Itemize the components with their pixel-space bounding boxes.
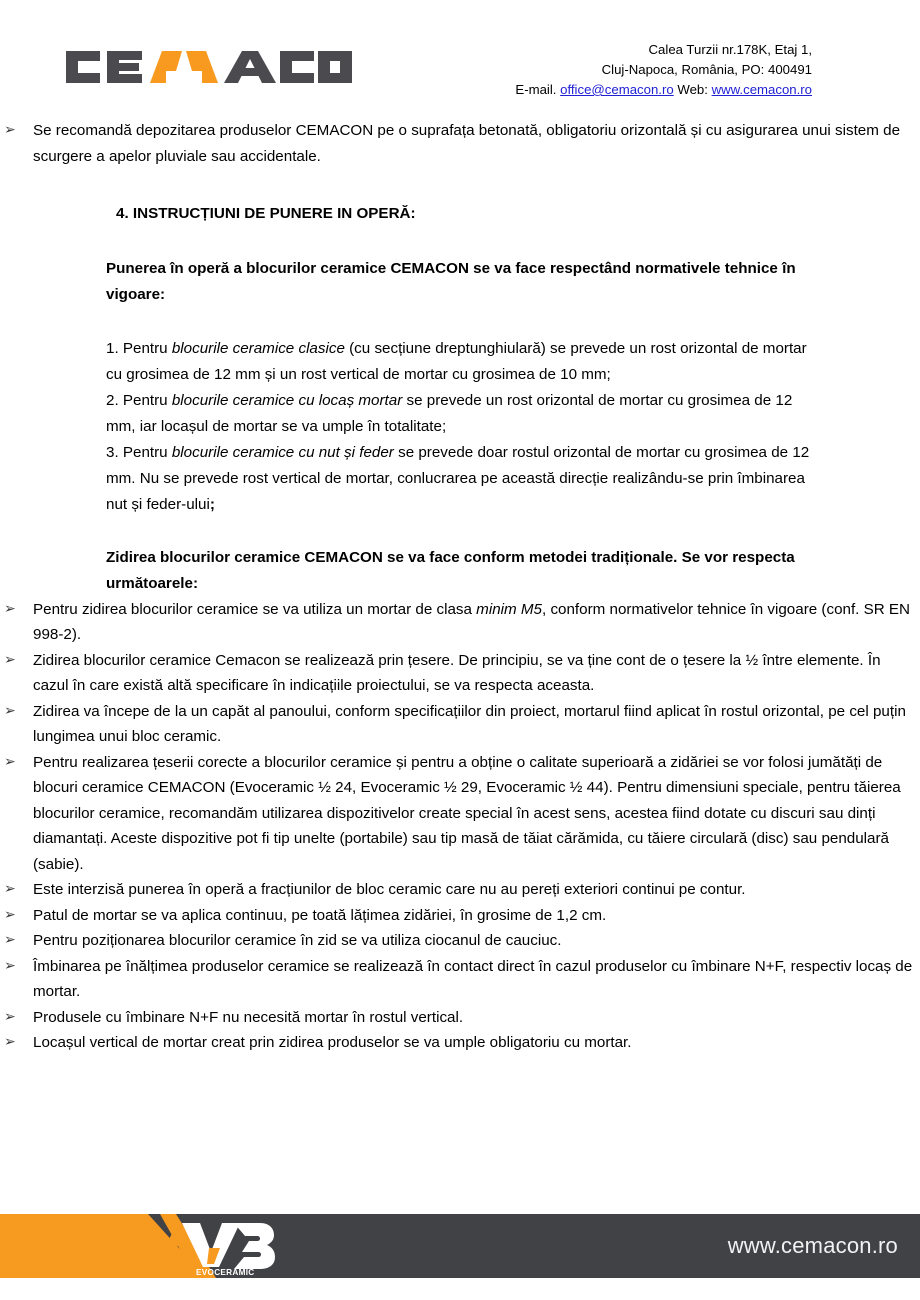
page-footer <box>0 1214 920 1278</box>
website-link[interactable]: www.cemacon.ro <box>711 82 812 97</box>
arrow-bullet-icon: ➢ <box>4 932 16 948</box>
arrow-bullet-icon: ➢ <box>4 753 16 770</box>
list-item <box>0 954 920 1005</box>
list-item-emphasis: minim M5 <box>476 600 542 618</box>
email-link[interactable]: office@cemacon.ro <box>560 82 674 97</box>
list-item-text <box>33 597 920 648</box>
header-contact-block <box>515 40 812 100</box>
list-item <box>0 597 920 648</box>
numbered-item-3-emphasis: blocurile ceramice cu nut și feder <box>171 443 394 461</box>
footer-logo-subtitle: EVOCERAMIC <box>196 1268 255 1277</box>
numbered-item-2 <box>106 388 814 440</box>
list-item <box>0 928 920 954</box>
footer-website-url[interactable]: www.cemacon.ro <box>727 1233 898 1258</box>
arrow-bullet-icon: ➢ <box>4 702 16 719</box>
numbered-item-2-pre: 2. Pentru <box>106 391 172 409</box>
section-heading: 4. INSTRUCȚIUNI DE PUNERE IN OPERĂ: <box>116 205 416 222</box>
list-item <box>0 1030 920 1056</box>
arrow-bullet-icon: ➢ <box>4 957 16 974</box>
storage-recommendation-list <box>0 118 920 169</box>
numbered-item-3 <box>106 440 814 518</box>
section-lead-paragraph: Punerea în operă a blocurilor ceramice CEMACON se va face respectând normativele tehnice în vigoare: <box>106 259 796 303</box>
list-item-text: Produsele cu îmbinare N+F nu necesită mortar în rostul vertical. <box>33 1008 464 1026</box>
numbered-item-1 <box>106 336 814 388</box>
numbered-item-3-end: ; <box>209 495 215 513</box>
numbered-item-3-post: se prevede doar rostul orizontal de mortar cu grosimea de 12 mm. Nu se prevede rost vertical de mortar, conlucrarea pe această direcție realizându-se prin îmbinarea nut și feder-ului <box>106 443 810 513</box>
list-item <box>0 118 920 169</box>
list-item-text: Se recomandă depozitarea produselor CEMACON pe o suprafața betonată, obligatoriu orizontală și cu asigurarea unui sistem de scurgere a apelor pluviale sau accidentale. <box>33 122 901 165</box>
email-label: E-mail. <box>515 82 557 97</box>
web-label: Web: <box>677 82 708 97</box>
list-item-text: Îmbinarea pe înălțimea produselor ceramice se realizează în contact direct în cazul produselor cu îmbinare N+F, respectiv locaș de mortar. <box>33 957 913 1000</box>
numbered-item-3-pre: 3. Pentru <box>106 443 172 461</box>
cemacon-logo <box>66 43 356 91</box>
list-item-text: Este interzisă punerea în operă a fracțiunilor de bloc ceramic care nu au pereți exteriori continui pe contur. <box>33 881 746 898</box>
document-body <box>0 118 920 1056</box>
address-line-1: Calea Turzii nr.178K, Etaj 1, <box>648 42 812 57</box>
numbered-item-2-emphasis: blocurile ceramice cu locaș mortar <box>171 391 403 409</box>
list-item <box>0 877 920 903</box>
list-item-text: Zidirea va începe de la un capăt al panoului, conform specificațiilor din proiect, mortarul fiind aplicat în rostul orizontal, pe cel puțin lungimea unui bloc ceramic. <box>33 702 906 745</box>
numbered-item-1-pre: 1. Pentru <box>106 339 172 357</box>
list-item <box>0 1005 920 1031</box>
list-item <box>0 903 920 929</box>
arrow-bullet-icon: ➢ <box>4 122 16 138</box>
cemacon-logo-svg <box>66 43 356 91</box>
contact-line-3 <box>515 80 812 100</box>
arrow-bullet-icon: ➢ <box>4 1034 16 1050</box>
arrow-bullet-icon: ➢ <box>4 600 16 617</box>
arrow-bullet-icon: ➢ <box>4 881 16 897</box>
list-item-post: , conform normativelor tehnice în vigoare (conf. SR EN 998-2). <box>33 600 911 643</box>
list-item-text: Zidirea blocurilor ceramice Cemacon se realizează prin țesere. De principiu, se va ține cont de o țesere la ½ între elemente. În cazul în care există altă specificare în indicațiile proiectului, se va respecta aceasta. <box>33 651 881 694</box>
list-item-pre: Pentru zidirea blocurilor ceramice se va utiliza un mortar de clasa <box>33 600 477 618</box>
list-item-text: Pentru poziționarea blocurilor ceramice în zid se va utiliza ciocanul de cauciuc. <box>33 932 562 949</box>
list-item <box>0 699 920 750</box>
list-item <box>0 750 920 878</box>
address-line-2: Cluj-Napoca, România, PO: 400491 <box>601 62 812 77</box>
list-item-text: Locașul vertical de mortar creat prin zidirea produselor se va umple obligatoriu cu mortar. <box>33 1034 632 1051</box>
numbered-item-1-emphasis: blocurile ceramice clasice <box>171 339 345 357</box>
numbered-item-2-post: se prevede un rost orizontal de mortar cu grosimea de 12 mm, iar locașul de mortar se va umple în totalitate; <box>106 391 793 435</box>
v3-evoceramic-logo <box>178 1219 278 1277</box>
masonry-lead-paragraph: Zidirea blocurilor ceramice CEMACON se va face conform metodei tradiționale. Se vor respecta următoarele: <box>106 548 795 592</box>
arrow-bullet-icon: ➢ <box>4 1008 16 1025</box>
numbered-item-1-post: (cu secțiune dreptunghiulară) se prevede un rost orizontal de mortar cu grosimea de 12 mm și un rost vertical de mortar cu grosimea de 10 mm; <box>106 339 807 383</box>
arrow-bullet-icon: ➢ <box>4 651 16 668</box>
list-item-text: Pentru realizarea țeserii corecte a blocurilor ceramice și pentru a obține o calitate superioară a zidăriei se vor folosi jumătăți de blocuri ceramice CEMACON (Evoceramic ½ 24, Evoceramic ½ 29, Evoceramic ½ 44). Pentru dimensiuni speciale, pentru tăierea blocurilor ceramice, recomandăm utilizarea dispozitivelor create special în acest sens, acestea fiind dotate cu discuri sau dinți diamantați. Aceste dispozitive pot fi tip unelte (portabile) sau tip masă de tăiat cărămida, cu tăiere circulară (disc) sau pendulară (sabie). <box>33 753 901 873</box>
page-header <box>0 0 920 118</box>
arrow-bullet-icon: ➢ <box>4 906 16 923</box>
masonry-instructions-list <box>0 597 920 1056</box>
list-item-text: Patul de mortar se va aplica continuu, pe toată lățimea zidăriei, în grosime de 1,2 cm. <box>33 906 607 924</box>
list-item <box>0 648 920 699</box>
